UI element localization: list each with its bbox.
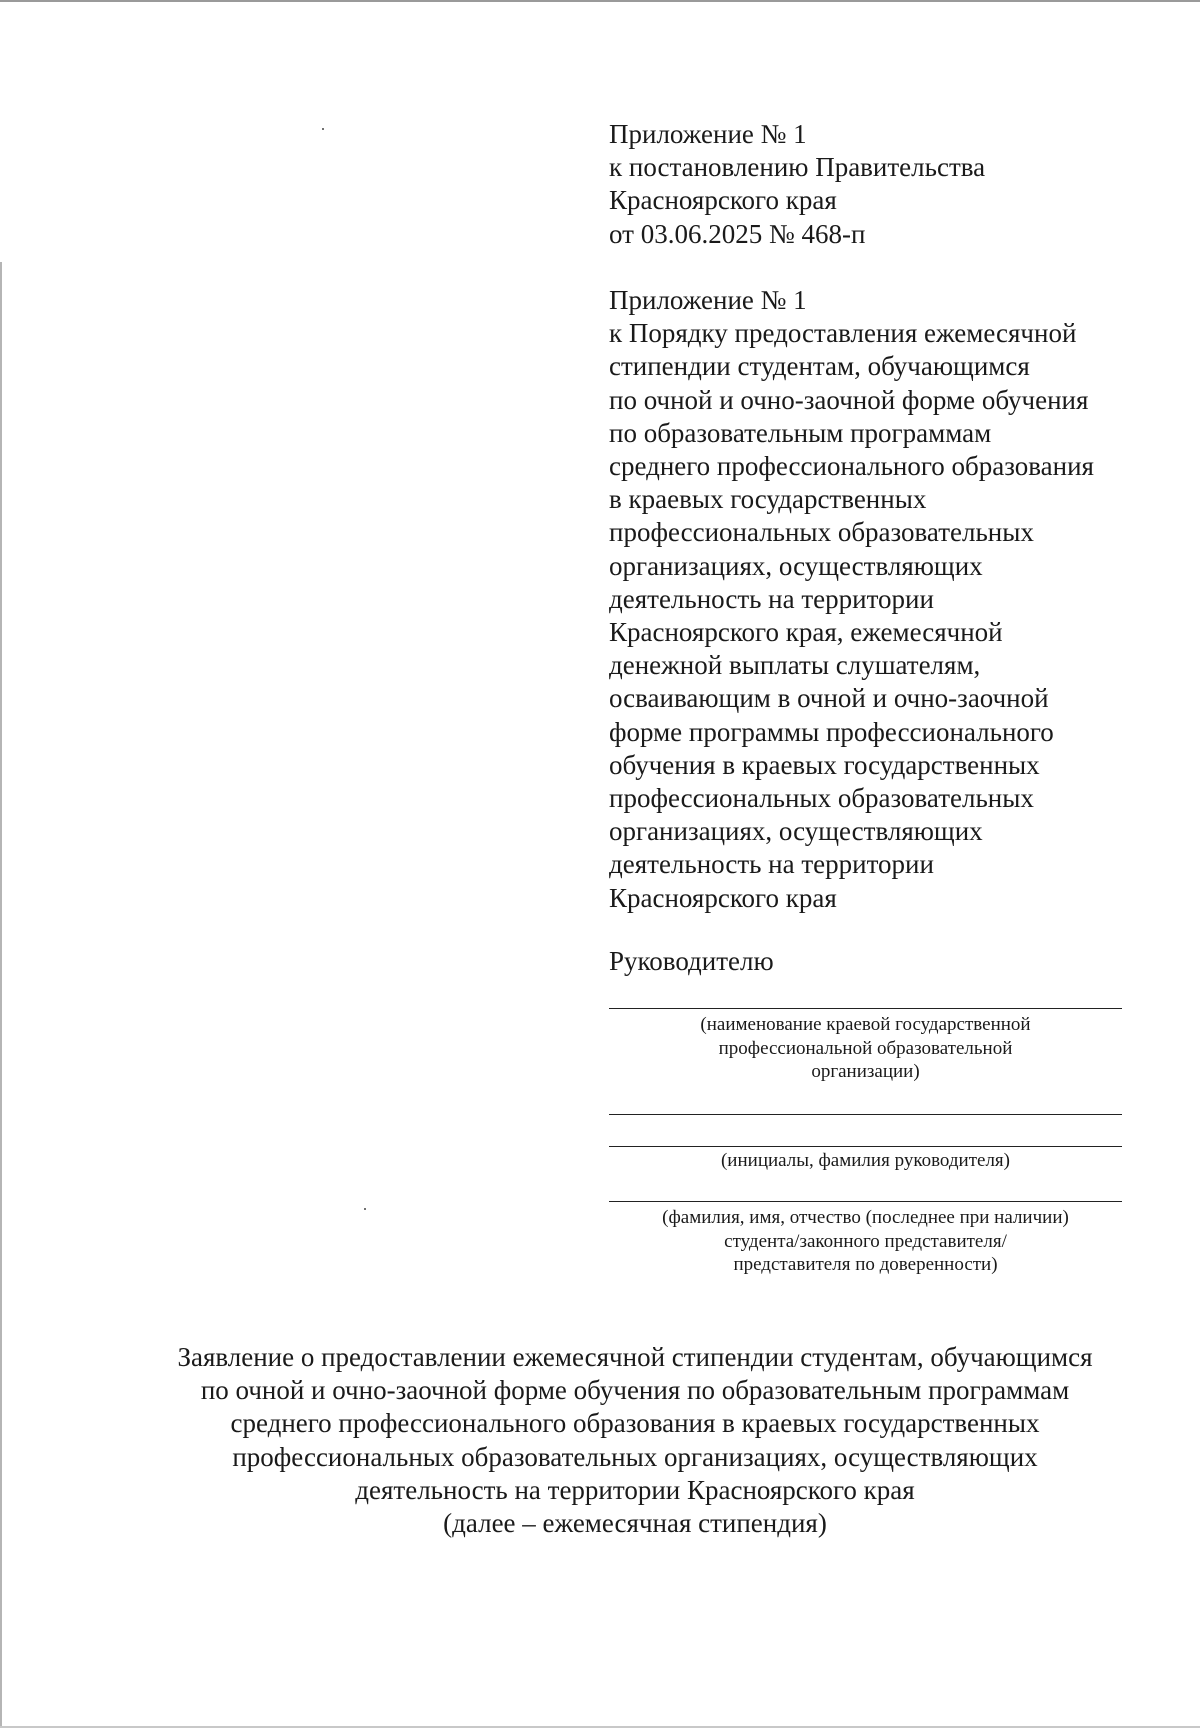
scan-speck <box>322 128 324 130</box>
approval-line: от 03.06.2025 № 468-п <box>609 218 866 249</box>
caption-line: (инициалы, фамилия руководителя) <box>720 1150 1011 1171</box>
appendix-line: по очной и очно-заочной форме обучения <box>609 384 1089 415</box>
appendix-line: Красноярского края <box>609 882 837 913</box>
appendix-line: профессиональных образовательных <box>609 783 1034 814</box>
appendix-line: к Порядку предоставления ежемесячной <box>609 318 1077 349</box>
organization-name-field[interactable] <box>609 1008 1122 1009</box>
organization-name-field-continued[interactable] <box>609 1114 1122 1115</box>
title-line: профессиональных образовательных организациях, осуществляющих <box>232 1441 1038 1472</box>
head-caption <box>609 1149 1122 1173</box>
scan-top-edge <box>0 0 1200 2</box>
scan-speck <box>364 1208 366 1210</box>
appendix-line: Приложение № 1 <box>609 285 807 315</box>
appendix-header <box>609 284 1129 915</box>
document-title <box>130 1341 1140 1540</box>
applicant-name-field[interactable] <box>609 1201 1122 1202</box>
appendix-line: организациях, осуществляющих <box>609 816 983 847</box>
head-name-field[interactable] <box>609 1146 1122 1147</box>
caption-line: профессиональной образовательной <box>718 1037 1013 1059</box>
title-line: среднего профессионального образования в краевых государственных <box>230 1408 1040 1439</box>
appendix-line: стипендии студентам, обучающимся <box>609 351 1030 382</box>
appendix-line: денежной выплаты слушателям, <box>609 650 981 681</box>
caption-line: (фамилия, имя, отчество (последнее при наличии) <box>662 1207 1069 1228</box>
approval-header <box>609 118 1129 251</box>
scan-left-edge <box>0 262 2 1728</box>
approval-line: Приложение № 1 <box>609 119 807 149</box>
appendix-line: обучения в краевых государственных <box>609 749 1040 780</box>
addressee-label <box>609 945 1129 978</box>
caption-line: (наименование краевой государственной <box>700 1014 1031 1035</box>
approval-line: Красноярского края <box>609 185 837 216</box>
appendix-line: деятельность на территории <box>609 583 934 614</box>
appendix-line: организациях, осуществляющих <box>609 550 983 581</box>
appendix-line: профессиональных образовательных <box>609 517 1034 548</box>
organization-caption <box>609 1013 1122 1084</box>
appendix-line: в краевых государственных <box>609 484 927 515</box>
caption-line: организации) <box>811 1061 920 1082</box>
appendix-line: по образовательным программам <box>609 417 992 448</box>
title-line: деятельность на территории Красноярского края <box>355 1474 915 1505</box>
appendix-line: Красноярского края, ежемесячной <box>609 617 1003 648</box>
appendix-line: деятельность на территории <box>609 849 934 880</box>
addressee-text: Руководителю <box>609 946 774 976</box>
approval-line: к постановлению Правительства <box>609 152 986 183</box>
caption-line: студента/законного представителя/ <box>724 1230 1007 1252</box>
caption-line: представителя по доверенности) <box>733 1254 998 1275</box>
appendix-line: осваивающим в очной и очно-заочной <box>609 683 1049 714</box>
appendix-line: форме программы профессионального <box>609 716 1054 747</box>
title-line: (далее – ежемесячная стипендия) <box>443 1508 827 1539</box>
title-line: по очной и очно-заочной форме обучения по образовательным программам <box>200 1375 1070 1406</box>
title-line: Заявление о предоставлении ежемесячной стипендии студентам, обучающимся <box>177 1342 1093 1372</box>
appendix-line: среднего профессионального образования <box>609 451 1094 482</box>
applicant-caption <box>609 1206 1122 1277</box>
